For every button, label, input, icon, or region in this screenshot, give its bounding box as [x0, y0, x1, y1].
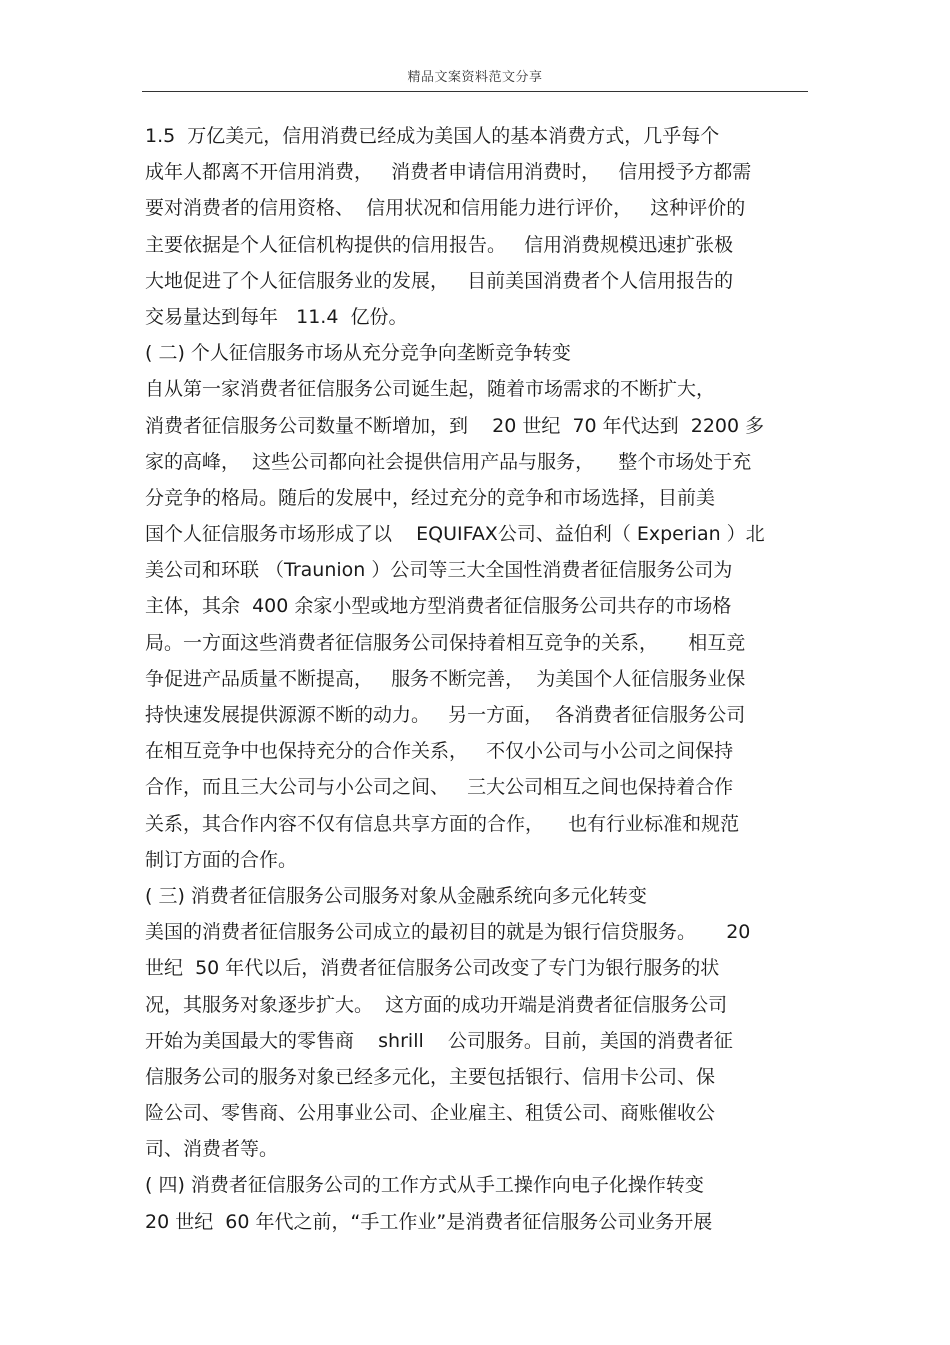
- text-line: 主要依据是个人征信机构提供的信用报告。 信用消费规模迅速扩张极: [145, 233, 734, 256]
- text-line: 开始为美国最大的零售商 shrill 公司服务。目前，美国的消费者征: [145, 1029, 733, 1052]
- document-body: [145, 118, 825, 1240]
- text-line: 司、消费者等。: [145, 1138, 279, 1161]
- section-heading: ( 三) 消费者征信服务公司服务对象从金融系统向多元化转变: [145, 884, 647, 907]
- text-line: 1.5 万亿美元，信用消费已经成为美国人的基本消费方式，几乎每个: [145, 125, 720, 147]
- text-line: 世纪 50 年代以后，消费者征信服务公司改变了专门为银行服务的状: [145, 957, 720, 980]
- section-heading: ( 二) 个人征信服务市场从充分竞争向垄断竞争转变: [145, 342, 571, 365]
- text-line: 主体，其余 400 余家小型或地方型消费者征信服务公司共存的市场格: [145, 595, 732, 618]
- text-line: 成年人都离不开信用消费， 消费者申请信用消费时， 信用授予方都需: [145, 161, 752, 184]
- text-line: 美国的消费者征信服务公司成立的最初目的就是为银行信贷服务。 20: [145, 921, 751, 944]
- text-line: 持快速发展提供源源不断的动力。 另一方面， 各消费者征信服务公司: [145, 704, 746, 726]
- text-line: 制订方面的合作。: [145, 848, 298, 871]
- text-line: 大地促进了个人征信服务业的发展， 目前美国消费者个人信用报告的: [145, 269, 734, 292]
- text-line: 交易量达到每年 11.4 亿份。: [145, 305, 408, 328]
- text-line: 自从第一家消费者征信服务公司诞生起，随着市场需求的不断扩大，: [145, 378, 716, 401]
- header-divider: [142, 91, 808, 92]
- text-line: 信服务公司的服务对象已经多元化，主要包括银行、信用卡公司、保: [145, 1065, 716, 1088]
- text-line: 消费者征信服务公司数量不断增加，到 20 世纪 70 年代达到 2200 多: [145, 414, 765, 437]
- text-line: 合作，而且三大公司与小公司之间、 三大公司相互之间也保持着合作: [145, 776, 734, 799]
- text-line: 在相互竞争中也保持充分的合作关系， 不仅小公司与小公司之间保持: [145, 740, 734, 763]
- text-line: 况，其服务对象逐步扩大。 这方面的成功开端是消费者征信服务公司: [145, 993, 728, 1016]
- text-line: 国个人征信服务市场形成了以 EQUIFAX公司、益伯利（ Experian ）北: [145, 523, 765, 546]
- page-header: 精品文案资料范文分享: [407, 70, 543, 85]
- text-line: 家的高峰， 这些公司都向社会提供信用产品与服务， 整个市场处于充: [145, 450, 752, 473]
- text-line: 险公司、零售商、公用事业公司、企业雇主、租赁公司、商账催收公: [145, 1102, 716, 1125]
- text-line: 分竞争的格局。随后的发展中，经过充分的竞争和市场选择，目前美: [145, 486, 716, 509]
- text-line: 美公司和环联 （Traunion ）公司等三大全国性消费者征信服务公司为: [145, 559, 733, 582]
- text-line: 局。一方面这些消费者征信服务公司保持着相互竞争的关系， 相互竞: [145, 631, 746, 654]
- text-line: 关系，其合作内容不仅有信息共享方面的合作， 也有行业标准和规范: [145, 812, 740, 835]
- text-line: 20 世纪 60 年代之前，“手工作业”是消费者征信服务公司业务开展: [145, 1210, 713, 1233]
- text-line: 要对消费者的信用资格、 信用状况和信用能力进行评价， 这种评价的: [145, 197, 746, 220]
- section-heading: ( 四) 消费者征信服务公司的工作方式从手工操作向电子化操作转变: [145, 1174, 704, 1197]
- text-line: 争促进产品质量不断提高， 服务不断完善， 为美国个人征信服务业保: [145, 667, 746, 690]
